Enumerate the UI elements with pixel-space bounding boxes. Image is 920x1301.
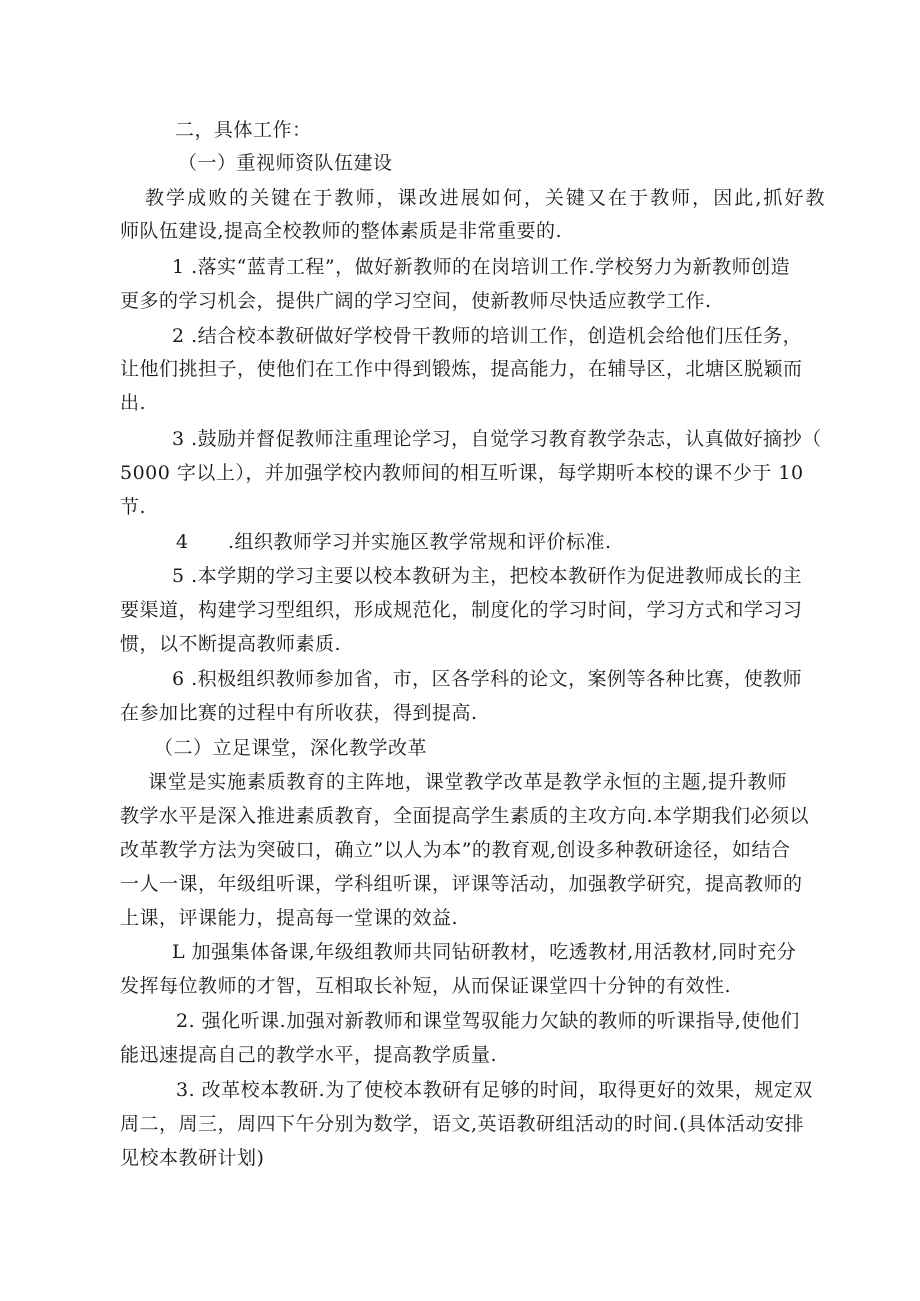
paragraph-line: 师队伍建设,提高全校教师的整体素质是非常重要的.: [120, 220, 563, 242]
paragraph-line: 一人一课，年级组听课，学科组听课，评课等活动，加强教学研究，提高教师的: [120, 873, 803, 895]
list-item-line: 3. 改革校本教研.为了使校本教研有足够的时间，取得更好的效果，规定双: [176, 1079, 813, 1101]
list-item-line: 节.: [120, 496, 147, 518]
list-item-line: 惯，以不断提高教师素质.: [120, 633, 342, 655]
list-item-line: 5000 字以上），并加强学校内教师间的相互听课，每学期听本校的课不少于 10: [120, 462, 804, 484]
list-item-line: 6 .积极组织教师参加省，市，区各学科的论文，案例等各种比赛，使教师: [172, 668, 803, 690]
list-item-line: 发挥每位教师的才智，互相取长补短，从而保证课堂四十分钟的有效性.: [120, 975, 732, 997]
list-item-line: 3 .鼓励并督促教师注重理论学习，自觉学习教育教学杂志，认真做好摘抄（: [172, 428, 822, 450]
list-item-line: 要渠道，构建学习型组织，形成规范化，制度化的学习时间，学习方式和学习习: [120, 599, 803, 621]
list-item-line: 见校本教研计划): [120, 1147, 265, 1169]
list-item-line: L 加强集体备课,年级组教师共同钻研教材，吃透教材,用活教材,同时充分: [172, 941, 797, 963]
list-item-line: 能迅速提高自己的教学水平，提高教学质量.: [120, 1044, 498, 1066]
list-item-number: 4: [176, 531, 189, 553]
section-heading: 二，具体工作：: [175, 119, 312, 141]
paragraph-line: 改革教学方法为突破口，确立”以人为本”的教育观,创设多种教研途径，如结合: [120, 839, 791, 861]
list-item-line: 在参加比赛的过程中有所收获，得到提高.: [120, 702, 478, 724]
list-item-line: 出.: [120, 392, 147, 414]
paragraph-line: 上课，评课能力，提高每一堂课的效益.: [120, 907, 459, 929]
list-item-line: 更多的学习机会，提供广阔的学习空间，使新教师尽快适应教学工作.: [120, 290, 712, 312]
subsection-heading-1: （一）重视师资队伍建设: [178, 152, 393, 174]
paragraph-line: 教学水平是深入推进素质教育，全面提高学生素质的主攻方向.本学期我们必须以: [120, 805, 810, 827]
paragraph-line: 课堂是实施素质教育的主阵地，课堂教学改革是教学永恒的主题,提升教师: [148, 771, 787, 793]
list-item-line: 周二，周三，周四下午分别为数学，语文,英语教研组活动的时间.(具体活动安排: [120, 1113, 804, 1135]
subsection-heading-2: （二）立足课堂，深化教学改革: [154, 737, 428, 759]
list-item-line: 2. 强化听课.加强对新教师和课堂驾驭能力欠缺的教师的听课指导,使他们: [176, 1010, 800, 1032]
list-item-line: 让他们挑担子，使他们在工作中得到锻炼，提高能力，在辅导区，北塘区脱颖而: [120, 358, 803, 380]
list-item-line: 2 .结合校本教研做好学校骨干教师的培训工作，创造机会给他们压任务，: [172, 325, 803, 347]
list-item-line: 5 .本学期的学习主要以校本教研为主，把校本教研作为促进教师成长的主: [172, 565, 803, 587]
list-item-line: 1 .落实“蓝青工程”，做好新教师的在岗培训工作.学校努力为新教师创造: [172, 256, 791, 278]
paragraph-line: 教学成败的关键在于教师，课改进展如何，关键又在于教师，因此,抓好教: [145, 187, 825, 209]
list-item-line: .组织教师学习并实施区教学常规和评价标准.: [228, 531, 612, 553]
